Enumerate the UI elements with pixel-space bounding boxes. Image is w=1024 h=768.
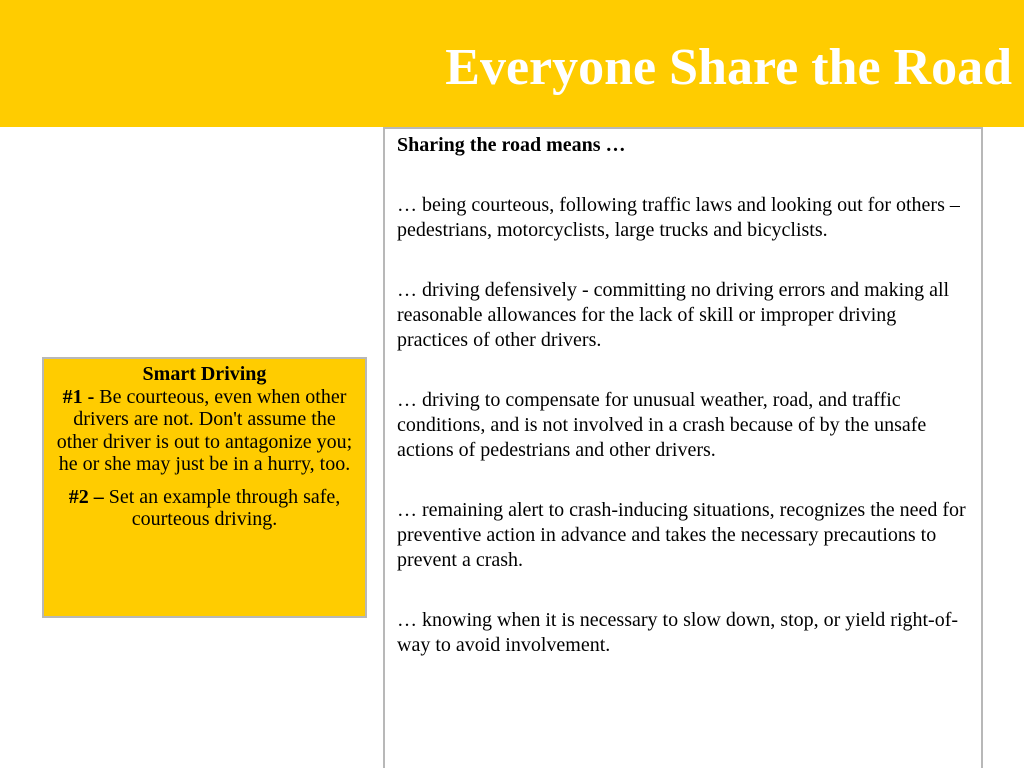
tip-number: #2 – [68,485,104,508]
sharing-point: … being courteous, following traffic laws and looking out for others – pedestrians, motorcyclists, large trucks and bicyclists. [397,194,960,241]
sharing-point: … remaining alert to crash-inducing situations, recognizes the need for preventive action in advance and takes the necessary precautions to prevent a crash. [397,499,966,571]
slide-title: Everyone Share the Road [445,39,1012,96]
tip-item [52,486,357,531]
sharing-road-box [383,127,983,768]
smart-driving-box [42,357,367,618]
tip-text: Set an example through safe, courteous driving. [103,485,341,530]
title-banner [0,0,1024,127]
tip-text: Be courteous, even when other drivers are not. Don't assume the other driver is out to antagonize you; he or she may just be in a hurry, too. [56,385,353,475]
tip-item [52,386,357,476]
sharing-point: … driving defensively - committing no driving errors and making all reasonable allowances for the lack of skill or improper driving practices of other drivers. [397,279,950,351]
smart-driving-title: Smart Driving [142,363,267,385]
sharing-point: … knowing when it is necessary to slow down, stop, or yield right-of-way to avoid involvement. [397,609,959,656]
sharing-heading: Sharing the road means … [397,134,626,156]
sharing-point: … driving to compensate for unusual weather, road, and traffic conditions, and is not involved in a crash because of by the unsafe actions of pedestrians and other drivers. [397,389,927,461]
tip-number: #1 - [62,385,95,408]
